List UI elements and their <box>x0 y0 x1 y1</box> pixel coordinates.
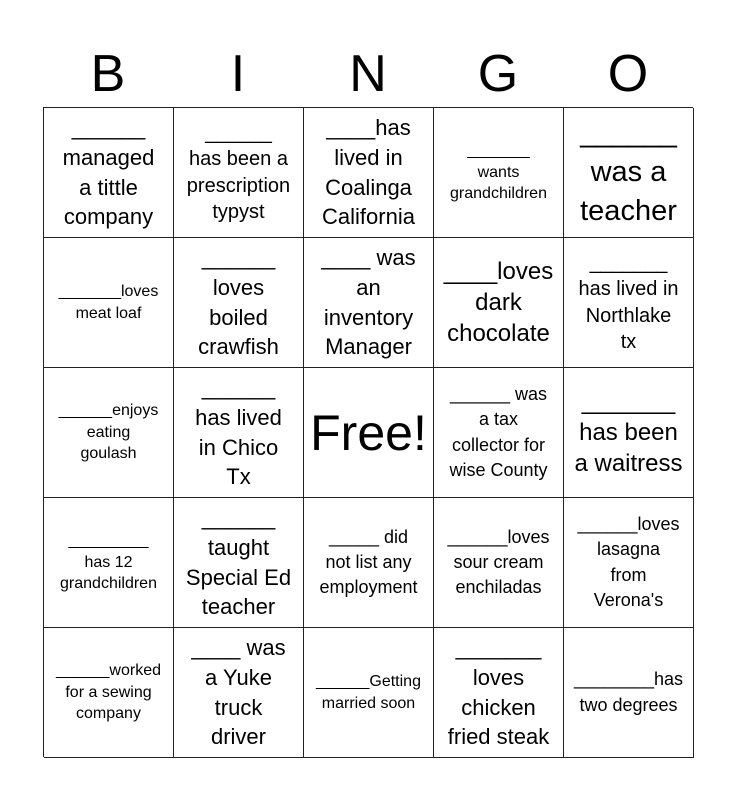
header-letter-b: B <box>90 45 126 103</box>
bingo-cell[interactable]: ____has lived in Coalinga California <box>304 108 434 238</box>
bingo-cell[interactable]: ______ managed a tittle company <box>44 108 174 238</box>
bingo-cell[interactable]: _____ did not list any employment <box>304 498 434 628</box>
bingo-cell[interactable]: _________ has 12 grandchildren <box>44 498 174 628</box>
bingo-cell[interactable]: _______ has been a waitress <box>564 368 694 498</box>
bingo-cell[interactable]: _______ loves chicken fried steak <box>434 628 564 758</box>
free-space-cell[interactable]: Free! <box>304 368 434 498</box>
bingo-cell[interactable]: _______ has lived in Northlake tx <box>564 238 694 368</box>
bingo-board <box>43 107 693 757</box>
bingo-cell[interactable]: ______loves lasagna from Verona's <box>564 498 694 628</box>
bingo-cell[interactable]: ____ was an inventory Manager <box>304 238 434 368</box>
bingo-cell[interactable]: ______loves sour cream enchiladas <box>434 498 564 628</box>
bingo-cell[interactable]: ______ was a tax collector for wise County <box>434 368 564 498</box>
header-letter-i: I <box>230 45 246 103</box>
bingo-cell[interactable]: ________has two degrees <box>564 628 694 758</box>
bingo-cell[interactable]: ______ loves boiled crawfish <box>174 238 304 368</box>
header-letter-g: G <box>477 45 519 103</box>
bingo-cell[interactable]: _______ wants grandchildren <box>434 108 564 238</box>
bingo-cell[interactable]: ______enjoys eating goulash <box>44 368 174 498</box>
bingo-cell[interactable]: ______ has been a prescription typyst <box>174 108 304 238</box>
bingo-cell[interactable]: ______ taught Special Ed teacher <box>174 498 304 628</box>
bingo-cell[interactable]: ______ was a teacher <box>564 108 694 238</box>
bingo-cell[interactable]: ______Getting married soon <box>304 628 434 758</box>
bingo-cell[interactable]: ____loves dark chocolate <box>434 238 564 368</box>
bingo-cell[interactable]: _______loves meat loaf <box>44 238 174 368</box>
header-letter-n: N <box>349 45 387 103</box>
bingo-header <box>43 40 693 108</box>
bingo-cell[interactable]: ______worked for a sewing company <box>44 628 174 758</box>
bingo-cell[interactable]: ____ was a Yuke truck driver <box>174 628 304 758</box>
header-letter-o: O <box>607 45 649 103</box>
bingo-cell[interactable]: ______ has lived in Chico Tx <box>174 368 304 498</box>
